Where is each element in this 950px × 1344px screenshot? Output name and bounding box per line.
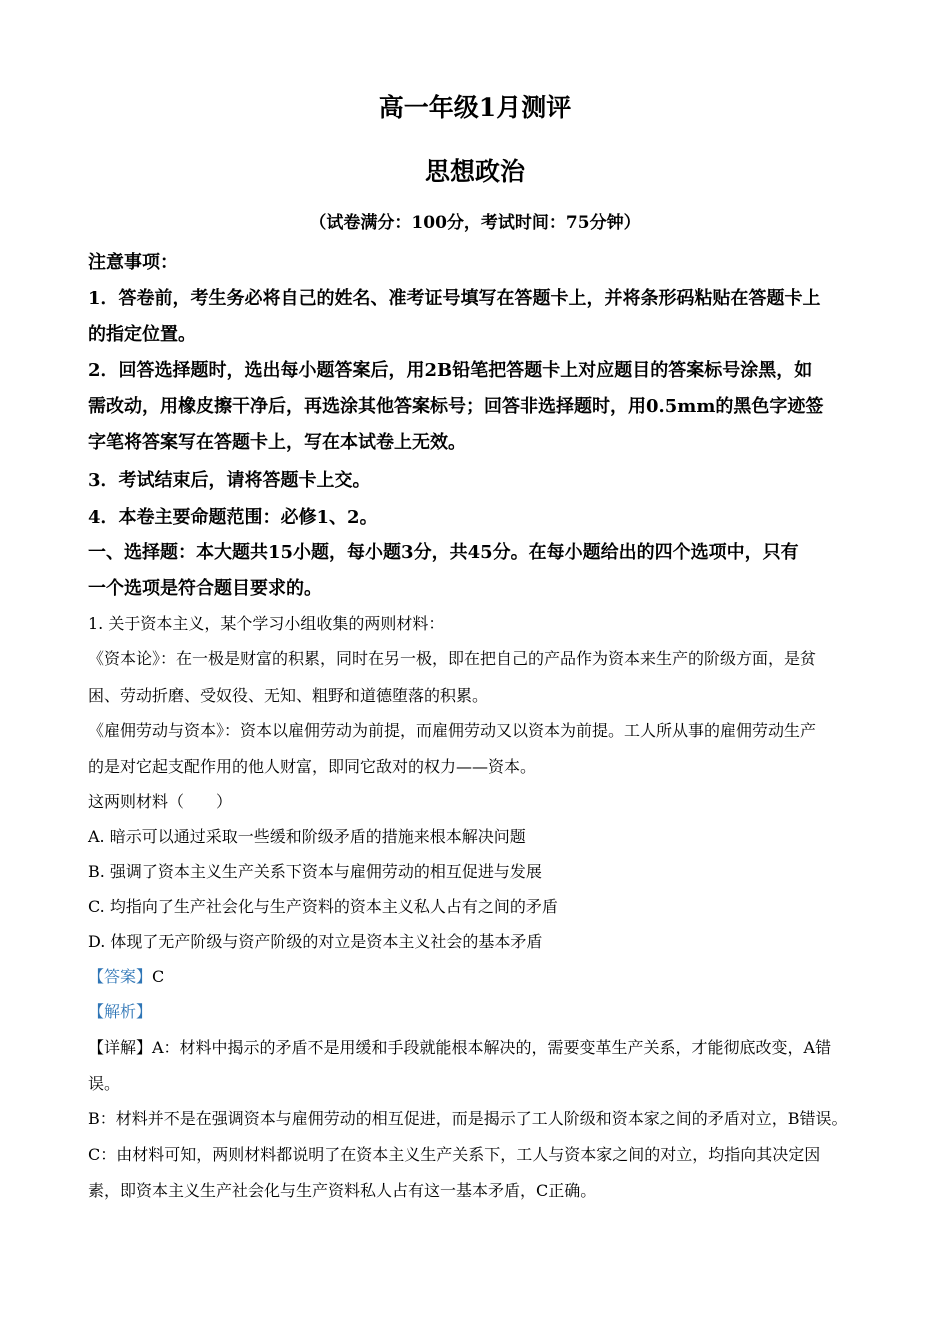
notice-line: 的指定位置。 — [88, 324, 196, 345]
analysis-text: C：由材料可知，两则材料都说明了在资本主义生产关系下，工人与资本家之间的对立，均指向其决定因 — [88, 1145, 821, 1164]
notice-line: 3．考试结束后，请将答题卡上交。 — [88, 470, 371, 491]
material-text: 《资本论》：在一极是财富的积累，同时在另一极，即在把自己的产品作为资本来生产的阶级方面，是贫 — [88, 649, 817, 668]
analysis-text: 误。 — [88, 1074, 121, 1093]
material-text: 困、劳动折磨、受奴役、无知、粗野和道德堕落的积累。 — [88, 686, 489, 705]
material-text: 的是对它起支配作用的他人财富，即同它敌对的权力——资本。 — [88, 757, 537, 776]
analysis-tag: 【解析】 — [88, 1002, 153, 1021]
option-a: A. 暗示可以通过采取一些缓和阶级矛盾的措施来根本解决问题 — [88, 827, 526, 846]
option-c: C. 均指向了生产社会化与生产资料的资本主义私人占有之间的矛盾 — [88, 897, 558, 916]
exam-title: 高一年级1月测评 — [378, 93, 572, 122]
option-b: B. 强调了资本主义生产关系下资本与雇佣劳动的相互促进与发展 — [88, 862, 542, 881]
notice-heading: 注意事项： — [88, 252, 178, 273]
section-heading-cont: 一个选项是符合题目要求的。 — [88, 578, 322, 599]
answer-value: C — [152, 967, 165, 986]
notice-line: 字笔将答案写在答题卡上，写在本试卷上无效。 — [88, 432, 466, 453]
notice-line: 2．回答选择题时，选出每小题答案后，用2B铅笔把答题卡上对应题目的答案标号涂黑，如 — [88, 360, 813, 381]
notice-line: 1．答卷前，考生务必将自己的姓名、准考证号填写在答题卡上，并将条形码粘贴在答题卡上 — [88, 288, 821, 309]
question-stem: 1. 关于资本主义，某个学习小组收集的两则材料： — [88, 614, 445, 633]
option-d: D. 体现了无产阶级与资产阶级的对立是资本主义社会的基本矛盾 — [88, 932, 543, 951]
analysis-text: 【详解】A：材料中揭示的矛盾不是用缓和手段就能根本解决的，需要变革生产关系，才能彻底改变，A错 — [88, 1038, 832, 1057]
notice-line: 4．本卷主要命题范围：必修1、2。 — [88, 507, 378, 528]
analysis-text: 素，即资本主义生产社会化与生产资料私人占有这一基本矛盾，C正确。 — [88, 1181, 597, 1200]
section-heading: 一、选择题：本大题共15小题，每小题3分，共45分。在每小题给出的四个选项中，只有 — [88, 542, 799, 563]
exam-info: （试卷满分：100分，考试时间：75分钟） — [309, 213, 641, 233]
notice-line: 需改动，用橡皮擦干净后，再选涂其他答案标号；回答非选择题时，用0.5mm的黑色字迹签 — [88, 396, 824, 417]
material-text: 《雇佣劳动与资本》：资本以雇佣劳动为前提，而雇佣劳动又以资本为前提。工人所从事的雇佣劳动生产 — [88, 721, 817, 740]
analysis-text: B：材料并不是在强调资本与雇佣劳动的相互促进，而是揭示了工人阶级和资本家之间的矛盾对立，B错误。 — [88, 1109, 848, 1128]
question-prompt: 这两则材料（ ） — [88, 792, 233, 811]
answer-tag: 【答案】 — [88, 967, 153, 986]
answer-line — [88, 964, 164, 987]
subject-title: 思想政治 — [424, 157, 525, 186]
